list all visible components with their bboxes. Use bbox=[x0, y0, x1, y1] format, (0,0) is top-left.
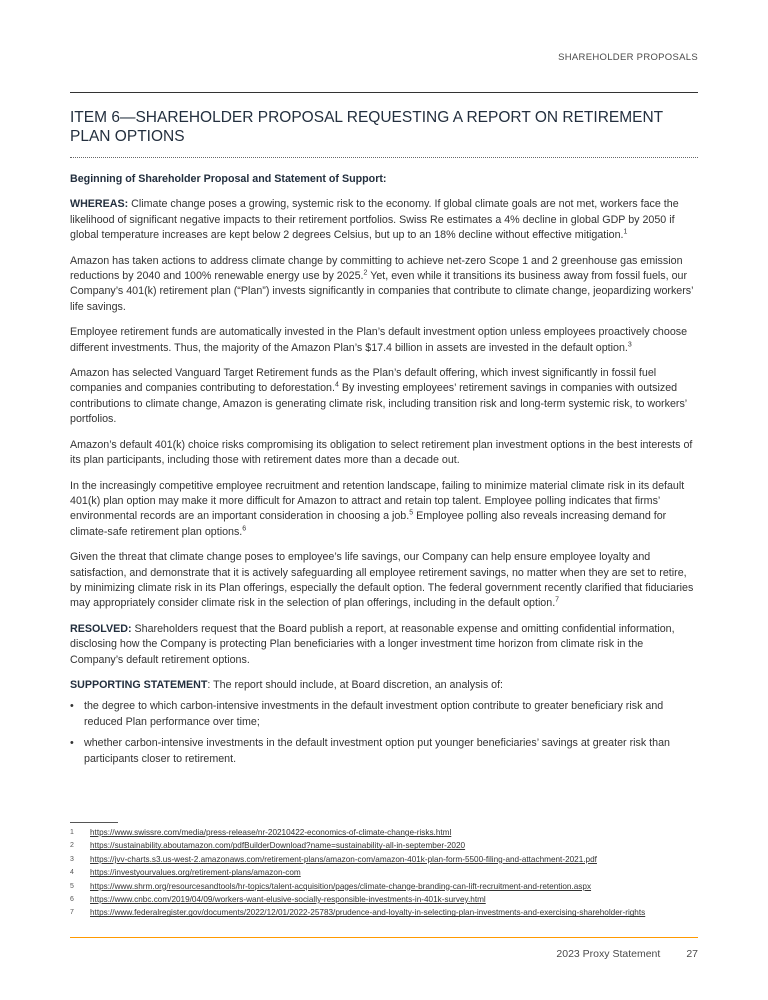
footnote-link[interactable]: https://www.cnbc.com/2019/04/09/workers-want-elusive-socially-responsible-investments-in-401k-survey.html bbox=[90, 895, 486, 905]
vanguard-paragraph: Amazon has selected Vanguard Target Retirement funds as the Plan’s default offering, which invest significantly in fossil fuel companies and companies contributing to deforestation.$^4$ By investing employees’ retirement savings in companies with outsized contributions to climate change, Amazon is generating climate risk, including transition risk and long-term systemic risk, to workers’ portfolios. bbox=[70, 367, 687, 426]
footnote-link[interactable]: https://jvv-charts.s3.us-west-2.amazonaws.com/retirement-plans/amazon-com/amazon-401k-plan-form-5500-filing-and-attachment-2021.pdf bbox=[90, 854, 597, 864]
net-zero-paragraph: Amazon has taken actions to address climate change by committing to achieve net-zero Scope 1 and 2 greenhouse gas emission reductions by 2040 and 100% renewable energy use by 2025.$^2$ Yet, even while it transitions its business away from fossil fuels, our Company’s 401(k) retirement plan (“Plan”) invests significantly in companies that contribute to climate change, jeopardizing workers’ life savings. bbox=[70, 254, 694, 313]
footnote-link[interactable]: https://www.swissre.com/media/press-release/nr-20210422-economics-of-climate-change-risks.html bbox=[90, 828, 452, 837]
loyalty-paragraph: Given the threat that climate change poses to employee’s life savings, our Company can help ensure employee loyalty and satisfaction, and demonstrate that it is actively safeguarding all employee retirement savings, no matter when they are set to retire, by minimizing climate risk in its Plan offerings, especially the default option. The federal government recently clarified that fiduciaries may appropriately consider climate risk in the selection of plan offerings, including in the default option.$^7$ bbox=[70, 551, 694, 610]
footnote: 2 https://sustainability.aboutamazon.com/pdfBuilderDownload?name=sustainability-all-in-september-2020 bbox=[70, 839, 698, 852]
page-footer bbox=[556, 948, 698, 960]
running-header: SHAREHOLDER PROPOSALS bbox=[558, 52, 698, 63]
footnote-ref[interactable]: 7 bbox=[555, 596, 560, 604]
top-rule bbox=[70, 92, 698, 93]
footnote-link[interactable]: https://investyourvalues.org/retirement-plans/amazon-com bbox=[90, 868, 301, 878]
footnote-ref[interactable]: 4 bbox=[334, 381, 339, 389]
footnote: 4 https://investyourvalues.org/retirement-plans/amazon-com bbox=[70, 866, 698, 879]
footnote-link[interactable]: https://www.federalregister.gov/documents/2022/12/01/2022-25783/prudence-and-loyalty-in-selecting-plan-investments-and-exercising-shareholder-rights bbox=[90, 908, 646, 918]
footnote: 3 https://jvv-charts.s3.us-west-2.amazonaws.com/retirement-plans/amazon-com/amazon-401k-plan-form-5500-filing-and-attachment-2021.pdf bbox=[70, 853, 698, 866]
footer-rule bbox=[70, 937, 698, 938]
list-item: • the degree to which carbon-intensive investments in the default investment option contribute to greater beneficiary risk and reduced Plan performance over time; bbox=[70, 699, 698, 730]
footnote: 7 https://www.federalregister.gov/documents/2022/12/01/2022-25783/prudence-and-loyalty-in-selecting-plan-investments-and-exercising-shareholder-rights bbox=[70, 906, 698, 919]
footnotes bbox=[70, 826, 698, 920]
proposal-body bbox=[70, 172, 698, 773]
whereas-paragraph: WHEREAS: Climate change poses a growing, systemic risk to the economy. If global climate goals are not met, workers face the likelihood of significant negative impacts to their retirement portfolios. Swiss Re estimates a 4% decline in global GDP by 2050 if global temperature increases are kept below 2 degrees Celsius, but up to an 18% decline without effective mitigation.$^1$ bbox=[70, 198, 679, 242]
analysis-list bbox=[70, 699, 698, 767]
fiduciary-paragraph: Amazon’s default 401(k) choice risks compromising its obligation to select retirement plan investment options in the best interests of its plan participants, including those with retirement dates more than a decade out. bbox=[70, 438, 693, 467]
resolved-paragraph: RESOLVED: Shareholders request that the Board publish a report, at reasonable expense and omitting confidential information, disclosing how the Company is protecting Plan beneficiaries with a longer investment time horizon from climate risk in the Company’s default retirement options. bbox=[70, 622, 675, 666]
supporting-statement: SUPPORTING STATEMENT: The report should include, at Board discretion, an analysis of: bbox=[70, 678, 504, 691]
footnote-link[interactable]: https://www.shrm.org/resourcesandtools/hr-topics/talent-acquisition/pages/climate-change-branding-can-lift-recruitment-and-retention.aspx bbox=[90, 881, 592, 891]
recruitment-paragraph: In the increasingly competitive employee recruitment and retention landscape, failing to minimize material climate risk in its default 401(k) plan option may make it more difficult for Amazon to attract and retain top talent. Employee polling indicates that firms’ environmental records are an important consideration in choosing a job.$^5$ Employee polling also reveals increasing demand for climate-safe retirement plan options.$^6$ bbox=[70, 479, 685, 538]
whereas-label: WHEREAS: bbox=[70, 198, 129, 211]
footnote: 5 https://www.shrm.org/resourcesandtools/hr-topics/talent-acquisition/pages/climate-change-branding-can-lift-recruitment-and-retention.aspx bbox=[70, 880, 698, 893]
supporting-label: SUPPORTING STATEMENT bbox=[70, 678, 208, 691]
resolved-label: RESOLVED: bbox=[70, 622, 132, 635]
item-title: ITEM 6—SHAREHOLDER PROPOSAL REQUESTING A REPORT ON RETIREMENT PLAN OPTIONS bbox=[70, 109, 663, 145]
dotted-divider bbox=[70, 157, 698, 158]
footnote-ref[interactable]: 2 bbox=[363, 269, 368, 277]
document-title: 2023 Proxy Statement bbox=[556, 948, 661, 960]
footnote-ref[interactable]: 6 bbox=[242, 525, 247, 533]
default-option-paragraph: Employee retirement funds are automatically invested in the Plan’s default investment option unless employees proactively choose different investments. Thus, the majority of the Amazon Plan’s $17.4 billion in assets are invested in the default option.$^3$ bbox=[70, 326, 688, 354]
footnote-link[interactable]: https://sustainability.aboutamazon.com/pdfBuilderDownload?name=sustainability-all-in-september-2020 bbox=[90, 841, 466, 851]
page-number: 27 bbox=[686, 948, 698, 960]
footnote-ref[interactable]: 1 bbox=[623, 228, 628, 236]
footnote-ref[interactable]: 3 bbox=[627, 341, 632, 349]
document-page bbox=[70, 0, 698, 1000]
footnote: 6 https://www.cnbc.com/2019/04/09/workers-want-elusive-socially-responsible-investments-in-401k-survey.html bbox=[70, 893, 698, 906]
footnote-ref[interactable]: 5 bbox=[409, 509, 414, 517]
footnote-rule bbox=[70, 822, 118, 823]
list-item: • whether carbon-intensive investments in the default investment option put younger beneficiaries’ savings at greater risk than participants closer to retirement. bbox=[70, 736, 698, 767]
intro-heading: Beginning of Shareholder Proposal and Statement of Support: bbox=[70, 173, 387, 185]
footnote: 1 https://www.swissre.com/media/press-release/nr-20210422-economics-of-climate-change-risks.html bbox=[70, 826, 698, 839]
